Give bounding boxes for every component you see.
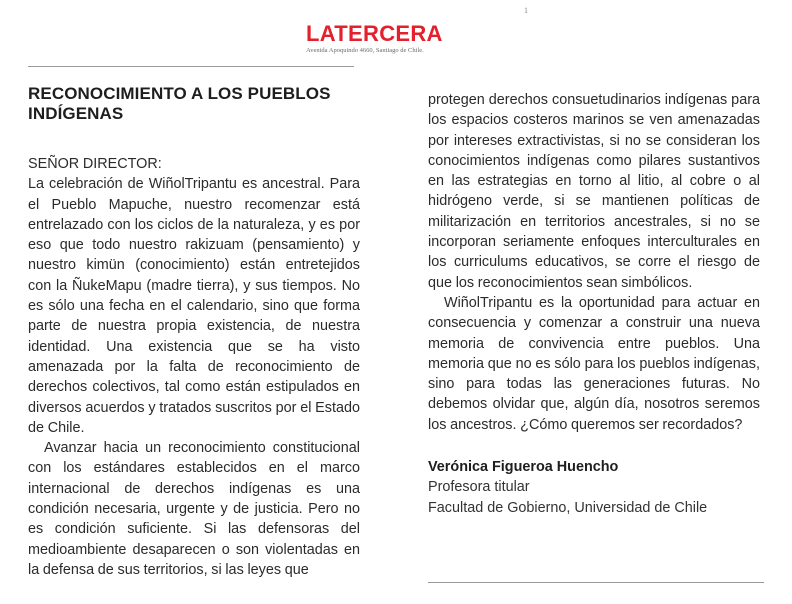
letter-paragraph-2: Avanzar hacia un reconocimiento constitucional con los estándares establecidos en el marco internacional de derechos indígenas es una condición necesaria, urgente y de justicia. Pero no es condición suficiente. Si las defensoras del medioambiente desaparecen o son violentadas en la defensa de sus territorios, si las leyes que [28, 440, 360, 578]
author-title: Profesora titular [428, 479, 530, 496]
letter-paragraph-1: La celebración de WiñolTripantu es ancestral. Para el Pueblo Mapuche, nuestro recomenzar está entrelazado con los ciclos de la naturaleza, y es por eso que todo nuestro rakizuam (pensamiento) y nuestro kimün (conocimiento) están entretejidos con la ÑukeMapu (madre tierra), y sus tiempos. No es sólo una fecha en el calendario, sino que forma parte de nuestra propia existencia, de nuestra identidad. Una existencia que se ha visto amenazada por la falta de reconocimiento de derechos colectivos, tal como están estipulados en diversos acuerdos y tratados suscritos por el Estado de Chile. [28, 176, 360, 436]
letter-signature [428, 457, 760, 518]
newspaper-address: Avenida Apoquindo 4660, Santiago de Chile. [306, 47, 424, 54]
bottom-divider [428, 582, 764, 583]
letter-left-column [28, 84, 360, 580]
author-affiliation: Facultad de Gobierno, Universidad de Chile [428, 499, 708, 516]
masthead [306, 22, 456, 54]
letter-paragraph-3: WiñolTripantu es la oportunidad para actuar en consecuencia y comenzar a construir una nueva memoria de convivencia entre pueblos. Una memoria que no es sólo para los pueblos indígenas, sino para todas las generaciones futuras. No debemos olvidar que, algún día, nosotros seremos los ancestros. ¿Cómo queremos ser recordados? [428, 294, 760, 433]
letter-salutation: SEÑOR DIRECTOR: [28, 156, 162, 172]
page-number: 1 [524, 6, 528, 15]
author-name: Verónica Figueroa Huencho [428, 459, 619, 476]
letter-headline: RECONOCIMIENTO A LOS PUEBLOS INDÍGENAS [28, 84, 331, 123]
letter-right-column [428, 90, 760, 518]
top-divider [28, 66, 354, 67]
newspaper-logo: LATERCERA [306, 21, 443, 46]
letter-paragraph-2-continued: protegen derechos consuetudinarios indígenas para los espacios costeros marinos se ven amenazadas por intereses extractivistas, si no se consideran los conocimientos indígenas como pilares sustantivos en las estrategias en torno al litio, al cobre o al hidrógeno verde, si se mantienen políticas de militarización en territorios ancestrales, si no se incorporan seriamente enfoques interculturales en los curriculums educativos, se corre el riesgo de que los reconocimientos sean simbólicos. [428, 92, 760, 291]
